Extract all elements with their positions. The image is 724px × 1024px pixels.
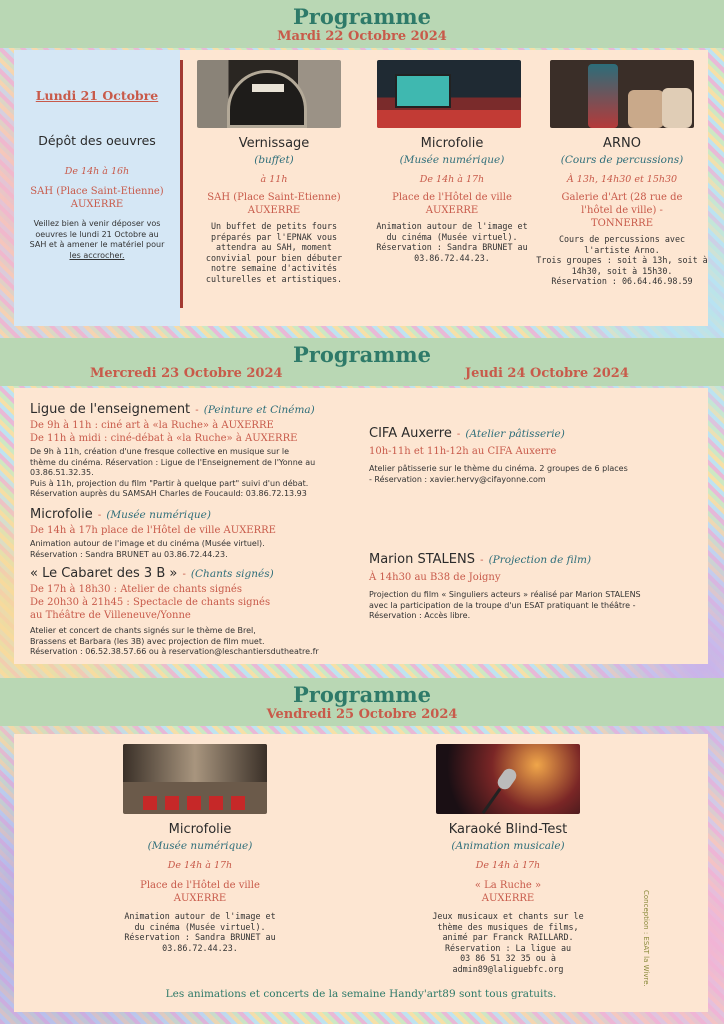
- lundi-note1: Veillez bien à venir déposer vos: [33, 219, 161, 228]
- microfolie-desc: [364, 221, 540, 263]
- vernissage-sub: (buffet): [254, 154, 294, 166]
- lundi-time: De 14h à 16h: [64, 166, 130, 177]
- micro2-block: Microfolie - (Musée numérique) De 14h à 17h place de l'Hôtel de ville AUXERRE Animation autour de l'image et du cinéma (Musée virtuel). Réservation : Sandra BRUNET au 03.86.72.44.23.: [30, 503, 360, 560]
- cifa-block: CIFA Auxerre - (Atelier pâtisserie) 10h-11h et 11h-12h au CIFA Auxerre Atelier pâtisserie sur le thème du cinéma. 2 groupes de 6 places - Réservation : xavier.hervy@cifayonne.com: [369, 422, 699, 485]
- desc-line: attendra au SAH, moment: [216, 242, 332, 252]
- microfolie3-time: De 14h à 17h: [167, 860, 233, 871]
- section3-date: Vendredi 25 Octobre 2024: [266, 707, 458, 722]
- karaoke-sub: (Animation musicale): [451, 840, 565, 852]
- desc-line: Réservation auprès du SAMSAH Charles de Foucauld: 03.86.72.13.93: [30, 489, 307, 498]
- divider: [180, 60, 183, 308]
- footer-note: Les animations et concerts de la semaine Handy'art89 sont tous gratuits.: [165, 988, 557, 1000]
- desc-line: Réservation : Sandra BRUNET au: [376, 242, 528, 252]
- desc-line: Réservation : Sandra BRUNET au 03.86.72.44.23.: [30, 549, 228, 559]
- marion-block: Marion STALENS - (Projection de film) À 14h30 au B38 de Joigny Projection du film « Singuliers acteurs » réalisé par Marion STALENS avec la participation de la troupe d'un ESAT pratiquant le théâtre - Réservation : Accès libre.: [369, 548, 699, 622]
- gallery-photo: [197, 60, 341, 128]
- lundi-note2: oeuvres le lundi 21 Octobre au: [35, 229, 159, 239]
- microfolie-sub: (Musée numérique): [399, 154, 505, 166]
- percussion-photo: [550, 60, 694, 128]
- microfolie3-event: [100, 822, 300, 953]
- cifa-sub: (Atelier pâtisserie): [465, 428, 565, 440]
- desc-line: Réservation : Accès libre.: [369, 611, 471, 620]
- microfolie-city: AUXERRE: [425, 205, 479, 216]
- arno-event: [536, 136, 708, 287]
- ligue-block: Ligue de l'enseignement - (Peinture et Cinéma) De 9h à 11h : ciné art à «la Ruche» à AUXERRE De 11h à midi : ciné-débat à «la Ruche» à AUXERRE De 9h à 11h, création d'une fresque collective en musique sur le thème du cinéma. Réservation : Ligue de l'Enseignement de l'Yonne au 03.86.51.32.35. Puis à 11h, projection du film "Partir à quelque part" suivi d'un débat. Réservation auprès du SAMSAH Charles de Foucauld: 03.86.72.13.93: [30, 398, 360, 500]
- microphone-photo: [436, 744, 580, 814]
- microfolie-place: Place de l'Hôtel de ville: [392, 192, 512, 203]
- ligue-line2: De 11h à midi : ciné-débat à «la Ruche» à AUXERRE: [30, 433, 298, 444]
- desc-line: notre semaine d'activités: [210, 263, 338, 273]
- arno-time: À 13h, 14h30 et 15h30: [566, 174, 678, 185]
- lundi-sidebar: [14, 50, 180, 326]
- lundi-day: Lundi 21 Octobre: [35, 88, 159, 103]
- arno-desc: [536, 234, 708, 287]
- microfolie3-city: AUXERRE: [173, 893, 227, 904]
- section1-date: Mardi 22 Octobre 2024: [277, 29, 447, 44]
- lundi-note3: SAH et à amener le matériel pour: [29, 240, 165, 249]
- marion-line1: À 14h30 au B38 de Joigny: [369, 572, 501, 583]
- cabaret-line2: De 20h30 à 21h45 : Spectacle de chants signés: [30, 597, 271, 608]
- section3-heading: Programme: [292, 682, 432, 707]
- lundi-title: Dépôt des oeuvres: [38, 133, 156, 148]
- section1-header: [0, 0, 724, 48]
- karaoke-event: [406, 822, 610, 974]
- desc-line: 03.86.72.44.23.: [414, 252, 490, 263]
- cifa-line1: 10h-11h et 11h-12h au CIFA Auxerre: [369, 446, 557, 457]
- cabaret-sub: (Chants signés): [190, 568, 274, 580]
- vernissage-time: à 11h: [260, 174, 288, 185]
- vernissage-place: SAH (Place Saint-Etienne): [207, 192, 341, 203]
- vernissage-desc: [186, 221, 362, 284]
- desc-line: Cours de percussions avec: [558, 234, 686, 244]
- section3-header: [0, 678, 724, 726]
- desc-line: Projection du film « Singuliers acteurs » réalisé par Marion STALENS: [369, 590, 641, 599]
- marion-title: Marion STALENS: [369, 552, 475, 567]
- desc-line: avec la participation de la troupe d'un ESAT pratiquant le théâtre -: [369, 600, 636, 610]
- desc-line: thème des musiques de films,: [437, 921, 579, 932]
- arno-city2: TONNERRE: [590, 218, 654, 229]
- desc-line: Trois groupes : soit à 13h, soit à: [536, 255, 708, 265]
- desc-line: Animation autour de l'image et: [124, 911, 276, 921]
- cabaret-line1: De 17h à 18h30 : Atelier de chants signés: [30, 584, 242, 595]
- section2-date-left: Mercredi 23 Octobre 2024: [90, 366, 283, 381]
- desc-line: Réservation : 06.52.38.57.66 ou à reservation@leschantiersdutheatre.fr: [30, 647, 319, 656]
- microfolie-room-photo: [123, 744, 267, 814]
- microfolie-time: De 14h à 17h: [419, 174, 485, 185]
- section2-date-right: Jeudi 24 Octobre 2024: [465, 366, 629, 381]
- ligue-sub: (Peinture et Cinéma): [203, 404, 315, 416]
- desc-line: du cinéma (Musée virtuel).: [134, 921, 266, 932]
- lundi-note4: les accrocher.: [69, 250, 125, 260]
- section2-header: [0, 338, 724, 386]
- desc-line: - Réservation : xavier.hervy@cifayonne.com: [369, 474, 546, 484]
- desc-line: Jeux musicaux et chants sur le: [432, 911, 584, 921]
- desc-line: Puis à 11h, projection du film "Partir à quelque part" suivi d'un débat.: [30, 478, 309, 488]
- vernissage-event: [186, 136, 362, 284]
- desc-line: culturelles et artistiques.: [205, 273, 343, 284]
- karaoke-title: Karaoké Blind-Test: [448, 822, 568, 837]
- cabaret-line3: au Théâtre de Villeneuve/Yonne: [30, 610, 191, 621]
- desc-line: animé par Franck RAILLARD.: [442, 932, 574, 942]
- lundi-city: AUXERRE: [70, 199, 124, 210]
- desc-line: 03.86.72.44.23.: [162, 942, 238, 953]
- desc-line: Réservation : 06.64.46.98.59: [551, 276, 693, 286]
- vernissage-title: Vernissage: [238, 136, 310, 151]
- arno-city: l'hôtel de ville) -: [581, 205, 663, 216]
- credit: Conception : ESAT la Wivre.: [642, 890, 650, 987]
- desc-line: 03.86.51.32.35.: [30, 468, 94, 477]
- desc-line: Brassens et Barbara (les 3B) avec projection de film muet.: [30, 636, 265, 646]
- desc-line: convivial pour bien débuter: [205, 252, 343, 263]
- desc-line: Atelier pâtisserie sur le thème du cinéma. 2 groupes de 6 places: [369, 464, 628, 473]
- marion-sub: (Projection de film): [488, 554, 592, 566]
- ligue-title: Ligue de l'enseignement: [30, 402, 191, 417]
- micro2-sub: (Musée numérique): [106, 509, 211, 521]
- arno-sub: (Cours de percussions): [560, 154, 684, 166]
- desc-line: admin89@laliguebfc.org: [452, 963, 564, 974]
- desc-line: Réservation : La ligue au: [444, 942, 572, 953]
- desc-line: Animation autour de l'image et: [376, 221, 528, 231]
- lundi-place: SAH (Place Saint-Etienne): [30, 186, 164, 197]
- desc-line: Animation autour de l'image et du cinéma (Musée virtuel).: [30, 539, 265, 548]
- cabaret-block: « Le Cabaret des 3 B » - (Chants signés) De 17h à 18h30 : Atelier de chants signés De 20h30 à 21h45 : Spectacle de chants signés au Théâtre de Villeneuve/Yonne Atelier et concert de chants signés sur le thème de Brel, Brassens et Barbara (les 3B) avec projection de film muet. Réservation : 06.52.38.57.66 ou à reservation@leschantiersdutheatre.fr: [30, 562, 360, 658]
- section2-heading: Programme: [292, 342, 432, 367]
- desc-line: Un buffet de petits fours: [210, 221, 338, 231]
- desc-line: Atelier et concert de chants signés sur le thème de Brel,: [30, 626, 256, 635]
- desc-line: du cinéma (Musée virtuel).: [386, 231, 518, 242]
- cabaret-title: « Le Cabaret des 3 B »: [30, 566, 178, 581]
- desc-line: préparés par l'EPNAK vous: [210, 231, 338, 242]
- section1-heading: Programme: [292, 4, 432, 29]
- micro2-line1: De 14h à 17h place de l'Hôtel de ville AUXERRE: [30, 525, 276, 536]
- arno-place: Galerie d'Art (28 rue de: [561, 192, 683, 203]
- vernissage-city: AUXERRE: [247, 205, 301, 216]
- karaoke-time: De 14h à 17h: [475, 860, 541, 871]
- microfolie-photo: [377, 60, 521, 128]
- desc-line: Réservation : Sandra BRUNET au: [124, 932, 276, 942]
- desc-line: 14h30, soit à 15h30.: [571, 265, 673, 276]
- karaoke-place: « La Ruche »: [474, 880, 542, 891]
- ligue-line1: De 9h à 11h : ciné art à «la Ruche» à AUXERRE: [30, 420, 274, 431]
- microfolie3-sub: (Musée numérique): [147, 840, 253, 852]
- cifa-title: CIFA Auxerre: [369, 426, 452, 441]
- desc-line: De 9h à 11h, création d'une fresque collective en musique sur le: [30, 447, 290, 456]
- microfolie3-place: Place de l'Hôtel de ville: [140, 880, 260, 891]
- micro2-title: Microfolie: [30, 507, 93, 522]
- microfolie-event: [364, 136, 540, 263]
- arno-title: ARNO: [603, 136, 641, 151]
- desc-line: thème du cinéma. Réservation : Ligue de l'Enseignement de l'Yonne au: [30, 457, 316, 467]
- desc-line: 03 86 51 32 35 ou à: [460, 953, 556, 963]
- microfolie3-title: Microfolie: [168, 822, 232, 837]
- desc-line: l'artiste Arno.: [584, 244, 660, 255]
- microfolie-title: Microfolie: [420, 136, 484, 151]
- karaoke-city: AUXERRE: [481, 893, 535, 904]
